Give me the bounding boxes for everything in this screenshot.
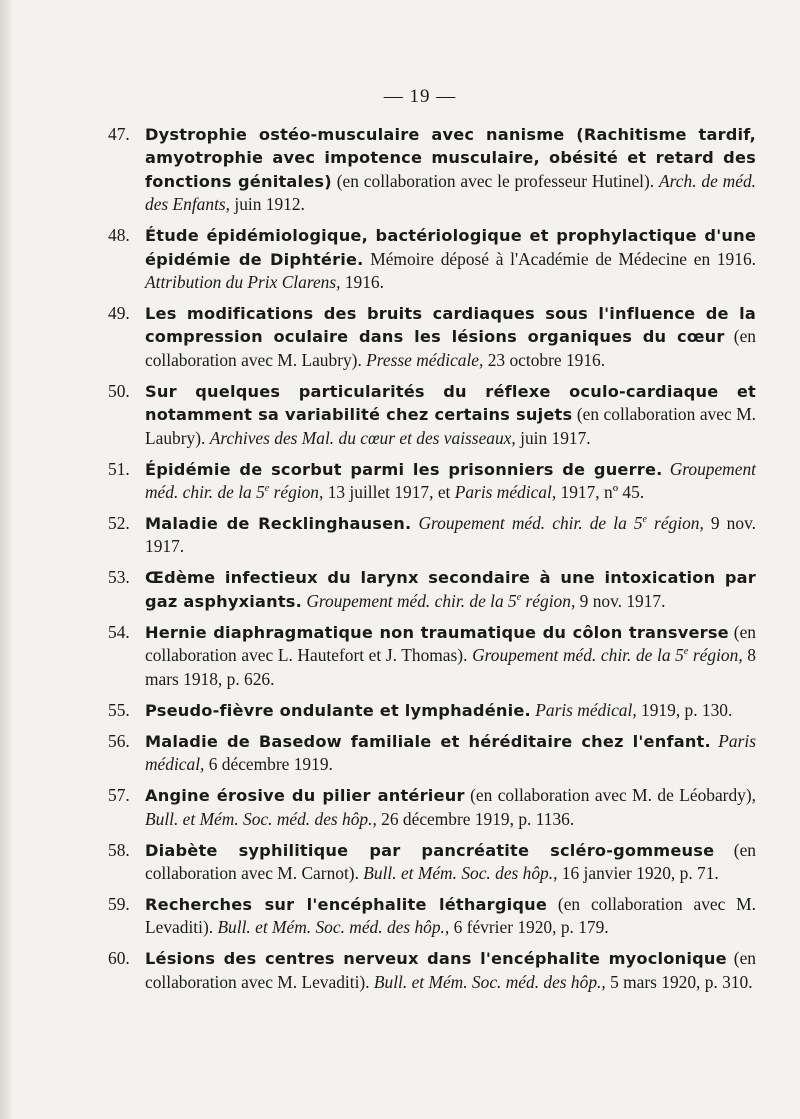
entry-source-cont: région, <box>521 590 576 611</box>
list-item <box>108 512 756 559</box>
entry-title: Étude épidémiologique, bactériologique et prophylactique d'une épidémie de Diphtérie. <box>145 226 756 269</box>
entry-source-cont: région, <box>269 482 324 503</box>
entry-title: Sur quelques particularités du réflexe oculo-cardiaque et notamment sa variabilité chez certains sujets <box>145 381 756 425</box>
entry-number: 56. <box>108 730 130 751</box>
entry-title: Œdème infectieux du larynx secondaire à une intoxication par gaz asphyxiants. <box>145 568 756 611</box>
entry-source: Bull. et Mém. Soc. méd. des hôp., <box>217 917 450 938</box>
entry-source: Archives des Mal. du cœur et des vaisseaux, <box>209 427 516 448</box>
bibliography-list <box>108 123 756 1002</box>
entry-date: 23 octobre 1916. <box>483 349 606 370</box>
entry-number: 50. <box>108 380 130 401</box>
entry-source: Presse médicale, <box>366 349 484 370</box>
entry-source: Bull. et Mém. Soc. des hôp., <box>363 862 558 883</box>
entry-date: juin 1917. <box>515 427 591 448</box>
entry-date: 13 juillet 1917, et <box>323 482 455 503</box>
entry-date: 5 mars 1920, p. 310. <box>605 971 753 992</box>
entry-source: Groupement méd. chir. de la 5 <box>418 513 643 534</box>
entry-details: (en collaboration avec M. Levaditi). <box>145 948 756 992</box>
entry-title: Épidémie de scorbut parmi les prisonniers de guerre. <box>145 459 663 479</box>
entry-source-cont: région, <box>646 513 704 534</box>
entry-number: 49. <box>108 303 130 324</box>
entry-title: Diabète syphilitique par pancréatite scléro-gommeuse <box>145 840 715 860</box>
list-item <box>108 699 756 722</box>
page-number: — 19 — <box>383 86 457 107</box>
entry-details: Mémoire déposé à l'Académie de Médecine en 1916. <box>363 248 756 269</box>
entry-number: 58. <box>108 839 130 860</box>
list-item <box>108 839 756 886</box>
entry-title: Recherches sur l'encéphalite léthargique <box>145 894 548 914</box>
entry-details: (en collaboration avec M. Laubry). <box>145 326 756 370</box>
entry-source: Bull. et Mém. Soc. méd. des hôp., <box>145 808 377 829</box>
list-item <box>108 566 756 613</box>
entry-source: Bull. et Mém. Soc. méd. des hôp., <box>373 971 606 992</box>
entry-number: 47. <box>108 124 130 144</box>
entry-superscript: e <box>516 592 522 604</box>
entry-details: (en collaboration avec M. Carnot). <box>145 839 756 883</box>
list-item <box>108 784 756 831</box>
list-item <box>108 380 756 450</box>
entry-date: juin 1912. <box>230 194 305 215</box>
entry-date: 9 nov. 1917. <box>575 590 666 611</box>
entry-date: 26 décembre 1919, p. 1136. <box>376 808 575 829</box>
list-item <box>108 947 756 994</box>
entry-number: 52. <box>108 513 130 534</box>
list-item <box>108 224 756 294</box>
entry-date: 6 février 1920, p. 179. <box>449 917 609 938</box>
entry-source: Groupement méd. chir. de la 5 <box>145 458 756 503</box>
list-item <box>108 302 756 372</box>
entry-number: 59. <box>108 893 130 914</box>
entry-source: Arch. de méd. des Enfants, <box>145 170 757 215</box>
entry-source: Paris médical, <box>535 699 637 720</box>
entry-title: Angine érosive du pilier antérieur <box>145 786 465 806</box>
entry-details: (en collaboration avec M. Levaditi). <box>145 893 756 938</box>
entry-number: 54. <box>108 621 130 642</box>
entry-number: 51. <box>108 458 130 479</box>
list-item <box>108 621 756 691</box>
entry-tail: 1917, nº 45. <box>556 482 645 503</box>
list-item <box>108 458 756 505</box>
entry-source-2: Paris médical, <box>454 482 557 503</box>
entry-number: 55. <box>108 699 130 720</box>
entry-source: Paris médical, <box>145 730 756 775</box>
entry-title: Les modifications des bruits cardiaques sous l'influence de la compression oculaire dans les lésions organiques du cœur <box>145 304 756 347</box>
entry-number: 57. <box>108 785 130 806</box>
entry-number: 53. <box>108 567 130 588</box>
list-item <box>108 123 756 217</box>
entry-date: 9 nov. 1917. <box>145 513 756 557</box>
entry-details: (en collaboration avec M. Laubry). <box>145 404 757 448</box>
entry-title: Lésions des centres nerveux dans l'encéphalite myoclonique <box>145 949 727 969</box>
entry-title: Pseudo-fièvre ondulante et lymphadénie. <box>145 700 531 720</box>
entry-details: (en collaboration avec M. de Léobardy), <box>464 785 756 806</box>
entry-superscript: e <box>683 646 689 658</box>
entry-details: (en collaboration avec L. Hautefort et J. Thomas). <box>145 621 756 666</box>
entry-date: 6 décembre 1919. <box>204 754 333 775</box>
entry-superscript: e <box>642 514 647 526</box>
entry-superscript: e <box>264 483 270 495</box>
page-edge-shadow <box>0 0 14 1119</box>
entry-title: Maladie de Recklinghausen. <box>145 514 412 534</box>
entry-date: 1919, p. 130. <box>636 699 733 720</box>
entry-source-cont: région, <box>688 645 743 666</box>
entry-number: 60. <box>108 948 130 969</box>
entry-title: Hernie diaphragmatique non traumatique du côlon transverse <box>145 622 729 642</box>
entry-number: 48. <box>108 225 130 246</box>
entry-title: Dystrophie ostéo-musculaire avec nanisme (Rachitisme tardif, amyotrophie avec impotence musculaire, obésité et retard des fonctions génitales) <box>145 125 756 191</box>
entry-details: (en collaboration avec le professeur Hutinel). <box>331 170 660 191</box>
entry-date: 8 mars 1918, p. 626. <box>145 645 756 689</box>
entry-source: Groupement méd. chir. de la 5 <box>472 645 684 666</box>
entry-date: 1916. <box>340 272 384 293</box>
entry-source: Groupement méd. chir. de la 5 <box>306 590 517 611</box>
entry-date: 16 janvier 1920, p. 71. <box>557 862 719 883</box>
entry-source: Attribution du Prix Clarens, <box>145 272 341 293</box>
entry-details <box>663 459 670 479</box>
list-item <box>108 893 756 940</box>
entry-title: Maladie de Basedow familiale et héréditaire chez l'enfant. <box>145 731 711 751</box>
list-item <box>108 730 756 777</box>
